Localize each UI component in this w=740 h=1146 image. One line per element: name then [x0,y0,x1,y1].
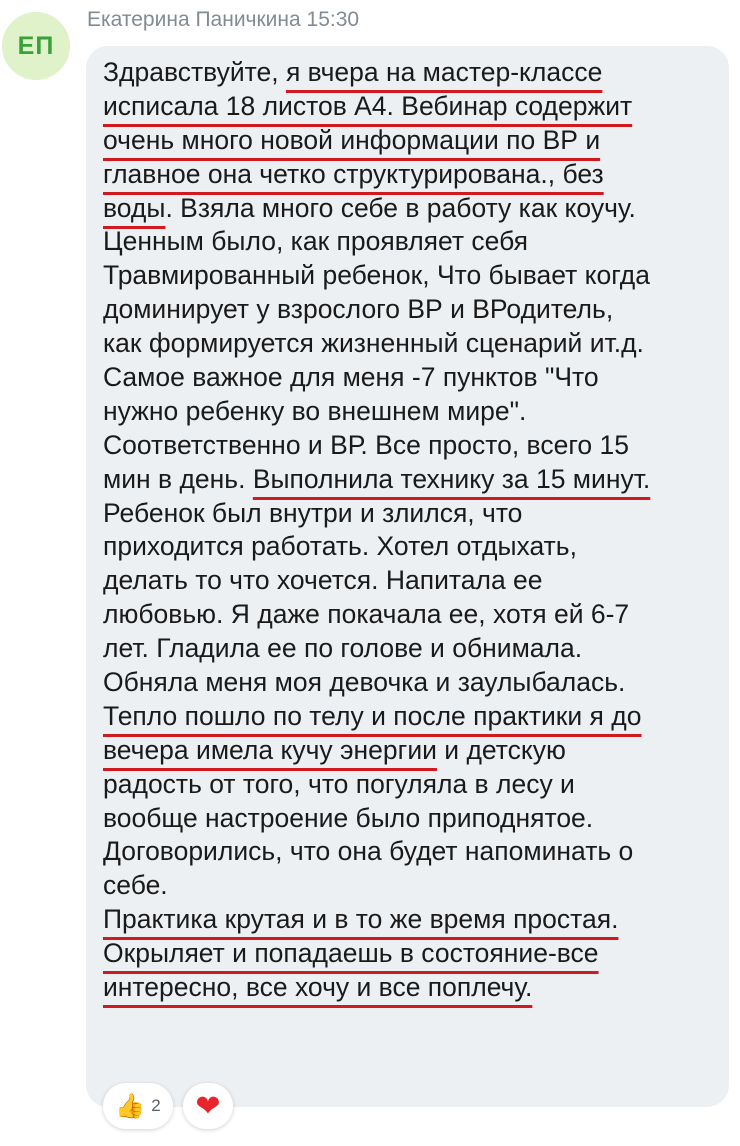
underlined-text: я вчера на мастер-классе [285,57,603,87]
message-text-segment: нужно ребенку во внешнем мире". [103,395,527,426]
message-line [103,395,723,429]
message-text-segment: мин в день. [103,463,253,494]
message-line [103,293,723,327]
message-text-segment: . Взяла много себе в работу как коучу. [165,192,636,223]
message-line [103,869,723,903]
underlined-text: Практика крутая и в то же время простая. [103,904,619,935]
underlined-text: вечера имела кучу энергии [103,734,437,765]
message-line [103,90,723,124]
message-line [103,937,723,971]
like-count: 2 [151,1096,161,1115]
message-text-segment: Договорились, что она будет напоминать о [103,836,634,867]
message-text-segment: любовью. Я даже покачала ее, хотя ей 6-7 [103,599,630,630]
underlined-text: главное она четко структурирована., без [103,158,604,189]
message-text-segment: Здравствуйте, [103,57,286,87]
message-line [103,768,723,802]
author-name[interactable]: Екатерина Паничкина [87,8,301,31]
message-text-segment: делать то что хочется. Напитала ее [103,565,543,596]
message-text-segment: Ребенок был внутри и злился, что [103,497,523,528]
message-text-segment: Травмированный ребенок, Что бывает когда [103,260,650,291]
message-line [103,700,723,734]
message-line [103,327,723,361]
underlined-text: интересно, все хочу и все поплечу. [103,972,533,1003]
message-header [87,8,359,32]
message-time: 15:30 [306,8,360,31]
message-line [103,124,723,158]
message-line [103,971,723,1005]
underlined-text: исписала 18 листов А4. Вебинар содержит [103,90,633,121]
message-line [103,598,723,632]
message-text-segment: радость от того, что погуляла в лесу и [103,768,575,799]
message-line [103,497,723,531]
message-line [103,56,723,90]
heart-reaction-button[interactable] [183,1083,233,1129]
message-line [103,632,723,666]
message-text-segment: приходится работать. Хотел отдыхать, [103,531,577,562]
message-line [103,361,723,395]
underlined-text: воды [103,192,166,223]
message-line [103,429,723,463]
message-line [103,259,723,293]
message-text-segment: как формируется жизненный сценарий ит.д. [103,328,644,359]
message-text-segment: Самое важное для меня -7 пунктов "Что [103,362,599,393]
message-line [103,530,723,564]
message-line [103,903,723,937]
underlined-text: очень много новой информации по ВР и [103,124,601,155]
heart-icon: ❤ [195,1089,221,1123]
message-line [103,225,723,259]
message-text-segment: и детскую [436,734,566,765]
underlined-text: Окрыляет и попадаешь в состояние-все [103,938,599,969]
message-text-segment: себе. [103,870,168,901]
message-text-segment: Ценным было, как проявляет себя [103,226,529,257]
message-line [103,192,723,226]
message-text-segment: Соответственно и ВР. Все просто, всего 15 [103,429,629,460]
message-text-segment: доминирует у взрослого ВР и ВРодитель, [103,294,614,325]
message-text [103,56,723,1005]
avatar[interactable]: ЕП [2,12,70,80]
message-line [103,463,723,497]
message-line [103,802,723,836]
reactions-bar [103,1083,233,1129]
message-text-segment: лет. Гладила ее по голове и обнимала. [103,633,583,664]
message-line [103,734,723,768]
message-text-segment: вообще настроение было приподнятое. [103,802,594,833]
message-text-segment: Обняла меня моя девочка и заулыбалась. [103,667,626,698]
underlined-text: Тепло пошло по телу и после практики я до [103,700,642,731]
message-line [103,835,723,869]
message-line [103,564,723,598]
message-line [103,666,723,700]
thumbs-up-icon: 👍 [115,1092,146,1120]
message-line [103,158,723,192]
underlined-text: Выполнила технику за 15 минут. [252,463,651,494]
like-reaction-button[interactable] [103,1083,173,1129]
